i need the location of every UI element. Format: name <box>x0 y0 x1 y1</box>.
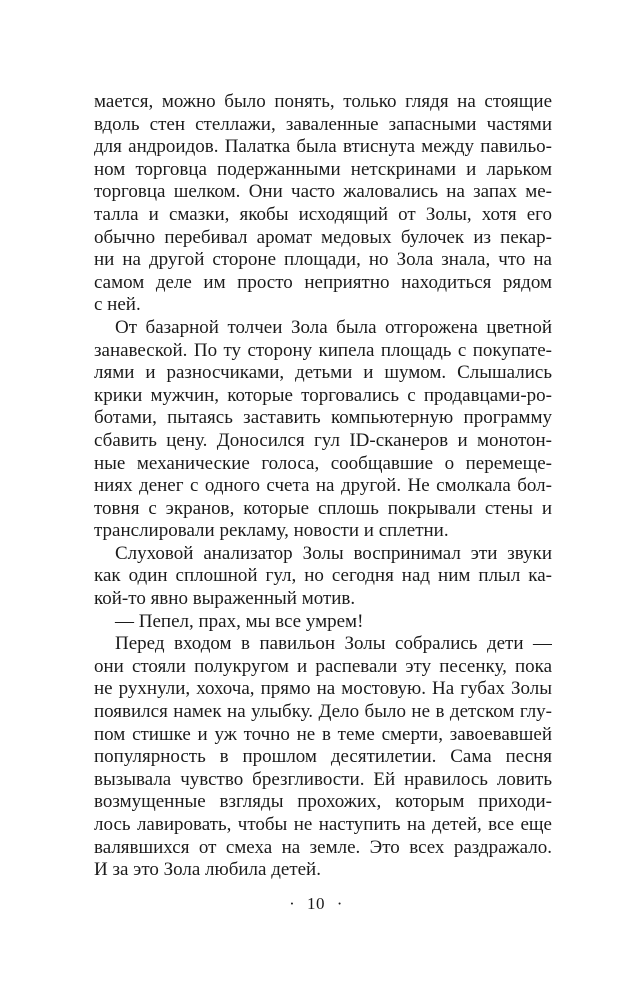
paragraph <box>94 317 552 543</box>
text-line: для андроидов. Палатка была втиснута между павильо- <box>94 136 552 158</box>
text-line: — Пепел, прах, мы все умрем! <box>115 610 364 632</box>
text-line: транслировали рекламу, новости и сплетни. <box>94 520 449 542</box>
text-line: крики мужчин, которые торговались с продавцами-ро- <box>94 384 552 406</box>
page-number: · 10 · <box>289 894 343 913</box>
text-line: лось лавировать, чтобы не наступить на детей, все еще <box>94 814 552 835</box>
text-line: занавеской. По ту сторону кипела площадь с покупате- <box>94 339 552 361</box>
text-line: не рухнули, хохоча, прямо на мостовую. На губах Золы <box>94 678 552 700</box>
text-line: От базарной толчеи Зола была отгорожена цветной <box>115 316 552 338</box>
text-line: товня с экранов, которые сплошь покрывали стены и <box>94 497 552 519</box>
text-line: торговца шелком. Они часто жаловались на запах ме- <box>94 181 552 203</box>
text-line: ные механические голоса, сообщавшие о перемеще- <box>94 452 552 474</box>
page-text <box>94 91 552 882</box>
text-line: пом стишке и уж точно не в теме смерти, завоевавшей <box>94 723 552 745</box>
text-line: талла и смазки, якобы исходящий от Золы, хотя его <box>94 203 552 225</box>
text-line: кой-то явно выраженный мотив. <box>94 588 356 610</box>
text-line: И за это Зола любила детей. <box>94 859 321 881</box>
text-line: валявшихся от смеха на земле. Это всех раздражало. <box>94 836 552 858</box>
text-line: самом деле им просто неприятно находиться рядом <box>94 271 552 293</box>
text-line: появился намек на улыбку. Дело было не в детском глу- <box>94 701 552 723</box>
paragraph <box>94 91 552 317</box>
text-line: ном торговца подержанными нетскринами и ларьком <box>94 158 552 180</box>
text-line: сбавить цену. Доносился гул ID-сканеров и монотон- <box>94 429 552 451</box>
text-line: Перед входом в павильон Золы собрались дети — <box>115 633 552 655</box>
text-line: с ней. <box>94 294 141 316</box>
text-line: ниях денег с одного счета на другой. Не смолкала бол- <box>94 475 552 497</box>
text-line: возмущенные взгляды прохожих, которым приходи- <box>94 791 552 813</box>
text-line: обычно перебивал аромат медовых булочек из пекар- <box>94 226 552 248</box>
text-line: Слуховой анализатор Золы воспринимал эти звуки <box>115 542 552 564</box>
paragraph <box>94 543 552 611</box>
text-line: они стояли полукругом и распевали эту песенку, пока <box>94 655 552 677</box>
text-line: ботами, пытаясь заставить компьютерную программу <box>94 407 552 429</box>
text-line: лями и разносчиками, детьми и шумом. Слышались <box>94 362 552 384</box>
text-line: ни на другой стороне площади, но Зола знала, что на <box>94 249 552 271</box>
text-line: вдоль стен стеллажи, заваленные запасными частями <box>94 113 552 135</box>
text-line: мается, можно было понять, только глядя на стоящие <box>94 91 552 112</box>
paragraph <box>94 611 552 634</box>
paragraph <box>94 633 552 882</box>
text-line: популярность в прошлом десятилетии. Сама песня <box>94 746 552 768</box>
text-line: как один сплошной гул, но сегодня над ним плыл ка- <box>94 565 552 587</box>
text-line: вызывала чувство брезгливости. Ей нравилось ловить <box>94 768 552 790</box>
